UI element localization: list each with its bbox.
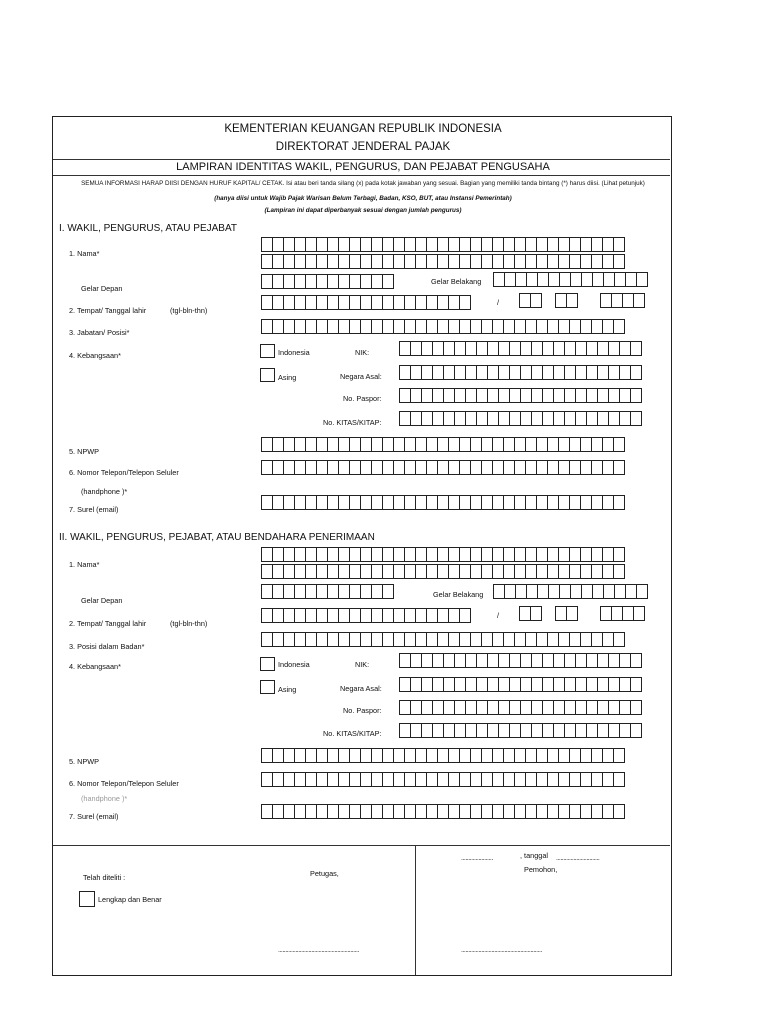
char-box[interactable] xyxy=(566,293,578,308)
char-box[interactable] xyxy=(613,495,625,510)
char-box[interactable] xyxy=(613,547,625,562)
s2-slash: / xyxy=(497,611,500,620)
copy-note: (Lampiran ini dapat diperbanyak sesuai dengan jumlah pengurus) xyxy=(264,207,462,214)
s1-tempat-grid[interactable] xyxy=(261,295,470,310)
char-box[interactable] xyxy=(613,437,625,452)
pemohon-signature-line[interactable]: ........................................................ xyxy=(461,947,542,954)
s1-indonesia-checkbox[interactable] xyxy=(260,344,275,358)
s1-npwp-grid[interactable] xyxy=(261,437,624,452)
s2-surel-label: 7. Surel (email) xyxy=(69,812,119,821)
s1-gelar-belakang-label: Gelar Belakang xyxy=(431,277,482,286)
char-box[interactable] xyxy=(630,411,642,426)
char-box[interactable] xyxy=(613,564,625,579)
s1-slash: / xyxy=(497,298,500,307)
s2-telepon-label: 6. Nomor Telepon/Telepon Seluler xyxy=(69,779,179,788)
title-divider xyxy=(53,175,670,176)
s2-nama-grid-1[interactable] xyxy=(261,547,624,562)
s2-tempat-grid[interactable] xyxy=(261,608,470,623)
telah-diteliti-label: Telah diteliti : xyxy=(83,873,126,882)
s2-thn-grid[interactable] xyxy=(600,606,644,621)
form-title: LAMPIRAN IDENTITAS WAKIL, PENGURUS, DAN PEJABAT PENGUSAHA xyxy=(176,161,550,173)
s1-jabatan-label: 3. Jabatan/ Posisi* xyxy=(69,328,130,337)
char-box[interactable] xyxy=(530,606,542,621)
s2-negara-grid[interactable] xyxy=(399,677,641,692)
s1-surel-grid[interactable] xyxy=(261,495,624,510)
s2-indonesia-checkbox[interactable] xyxy=(260,657,275,671)
s1-tgl-grid[interactable] xyxy=(519,293,541,308)
s1-telepon-grid[interactable] xyxy=(261,460,624,475)
ministry-title: KEMENTERIAN KEUANGAN REPUBLIK INDONESIA xyxy=(224,123,502,135)
s2-tempat-label: 2. Tempat/ Tanggal lahir xyxy=(69,619,147,628)
lengkap-checkbox[interactable] xyxy=(79,891,95,907)
s1-nama-grid-2[interactable] xyxy=(261,254,624,269)
s2-npwp-label: 5. NPWP xyxy=(69,757,100,766)
s1-negara-label: Negara Asal: xyxy=(340,372,382,381)
s1-nama-label: 1. Nama* xyxy=(69,249,100,258)
s1-jabatan-grid[interactable] xyxy=(261,319,624,334)
s1-gelar-belakang-grid[interactable] xyxy=(493,272,647,287)
s2-negara-label: Negara Asal: xyxy=(340,684,382,693)
section-1-title: I. WAKIL, PENGURUS, ATAU PEJABAT xyxy=(59,223,237,234)
s1-surel-label: 7. Surel (email) xyxy=(69,505,119,514)
footer-divider xyxy=(53,845,670,846)
char-box[interactable] xyxy=(630,653,642,668)
s2-gelar-belakang-grid[interactable] xyxy=(493,584,647,599)
s2-npwp-grid[interactable] xyxy=(261,748,624,763)
s2-bln-grid[interactable] xyxy=(555,606,577,621)
footer-vertical-divider xyxy=(415,846,416,975)
s1-nik-label: NIK: xyxy=(355,348,370,357)
s2-posisi-grid[interactable] xyxy=(261,632,624,647)
s2-paspor-label: No. Paspor: xyxy=(343,706,382,715)
s2-surel-grid[interactable] xyxy=(261,804,624,819)
char-box[interactable] xyxy=(613,460,625,475)
s1-telepon-label: 6. Nomor Telepon/Telepon Seluler xyxy=(69,468,179,477)
s1-npwp-label: 5. NPWP xyxy=(69,447,100,456)
header-divider xyxy=(53,159,670,160)
s2-handphone-label: (handphone )* xyxy=(81,794,128,803)
petugas-label: Petugas, xyxy=(310,869,339,878)
s1-asing-label: Asing xyxy=(278,373,297,382)
s2-nama-grid-2[interactable] xyxy=(261,564,624,579)
char-box[interactable] xyxy=(630,723,642,738)
place-line[interactable]: ...................... xyxy=(461,855,493,862)
s2-nik-label: NIK: xyxy=(355,660,370,669)
s1-kitas-label: No. KITAS/KITAP: xyxy=(323,418,382,427)
char-box[interactable] xyxy=(636,272,648,287)
char-box[interactable] xyxy=(630,700,642,715)
s1-tempat-label: 2. Tempat/ Tanggal lahir xyxy=(69,306,147,315)
s2-paspor-grid[interactable] xyxy=(399,700,641,715)
s2-nik-grid[interactable] xyxy=(399,653,641,668)
s2-nama-label: 1. Nama* xyxy=(69,560,100,569)
s2-asing-label: Asing xyxy=(278,685,297,694)
char-box[interactable] xyxy=(613,632,625,647)
instruction-note: SEMUA INFORMASI HARAP DIISI DENGAN HURUF KAPITAL/ CETAK. Isi atau beri tanda silang (x) pada kotak jawaban yang sesuai. Bagian yang memiliki tanda bintang (*) harus diisi. (Lihat petunjuk) xyxy=(81,180,645,187)
section-2-title: II. WAKIL, PENGURUS, PEJABAT, ATAU BENDAHARA PENERIMAAN xyxy=(59,532,375,543)
s2-gelar-depan-grid[interactable] xyxy=(261,584,393,599)
s1-indonesia-label: Indonesia xyxy=(278,348,310,357)
lengkap-label: Lengkap dan Benar xyxy=(98,895,162,904)
s2-date-format: (tgl-bln-thn) xyxy=(170,619,208,628)
char-box[interactable] xyxy=(633,606,645,621)
char-box[interactable] xyxy=(459,608,471,623)
s1-kitas-grid[interactable] xyxy=(399,411,641,426)
char-box[interactable] xyxy=(630,365,642,380)
char-box[interactable] xyxy=(613,748,625,763)
char-box[interactable] xyxy=(636,584,648,599)
scope-note: (hanya diisi untuk Wajib Pajak Warisan Belum Terbagi, Badan, KSO, BUT, atau Instansi Pemerintah) xyxy=(214,195,512,202)
s2-telepon-grid[interactable] xyxy=(261,772,624,787)
s1-asing-checkbox[interactable] xyxy=(260,368,275,382)
char-box[interactable] xyxy=(382,584,394,599)
s1-nama-grid-1[interactable] xyxy=(261,237,624,252)
char-box[interactable] xyxy=(613,804,625,819)
char-box[interactable] xyxy=(613,772,625,787)
s1-date-format: (tgl-bln-thn) xyxy=(170,306,208,315)
s2-gelar-belakang-label: Gelar Belakang xyxy=(433,590,484,599)
char-box[interactable] xyxy=(613,319,625,334)
petugas-signature-line[interactable]: ........................................................ xyxy=(278,947,359,954)
s2-kebangsaan-label: 4. Kebangsaan* xyxy=(69,662,121,671)
char-box[interactable] xyxy=(566,606,578,621)
pemohon-label: Pemohon, xyxy=(524,865,558,874)
s1-thn-grid[interactable] xyxy=(600,293,644,308)
s1-handphone-label: (handphone )* xyxy=(81,487,128,496)
s2-indonesia-label: Indonesia xyxy=(278,660,310,669)
char-box[interactable] xyxy=(382,274,394,289)
tanggal-label: , tanggal xyxy=(520,851,548,860)
s1-bln-grid[interactable] xyxy=(555,293,577,308)
char-box[interactable] xyxy=(530,293,542,308)
char-box[interactable] xyxy=(630,388,642,403)
tax-form xyxy=(52,116,672,976)
char-box[interactable] xyxy=(630,677,642,692)
s2-posisi-label: 3. Posisi dalam Badan* xyxy=(69,642,145,651)
char-box[interactable] xyxy=(633,293,645,308)
char-box[interactable] xyxy=(630,341,642,356)
s2-kitas-grid[interactable] xyxy=(399,723,641,738)
s2-tgl-grid[interactable] xyxy=(519,606,541,621)
char-box[interactable] xyxy=(459,295,471,310)
s2-kitas-label: No. KITAS/KITAP: xyxy=(323,729,382,738)
s1-paspor-label: No. Paspor: xyxy=(343,394,382,403)
s1-kebangsaan-label: 4. Kebangsaan* xyxy=(69,351,121,360)
date-line[interactable]: .............................. xyxy=(556,855,600,862)
char-box[interactable] xyxy=(613,237,625,252)
s1-gelar-depan-label: Gelar Depan xyxy=(81,284,123,293)
s1-negara-grid[interactable] xyxy=(399,365,641,380)
s1-gelar-depan-grid[interactable] xyxy=(261,274,393,289)
s2-gelar-depan-label: Gelar Depan xyxy=(81,596,123,605)
directorate-title: DIREKTORAT JENDERAL PAJAK xyxy=(275,141,451,153)
s2-asing-checkbox[interactable] xyxy=(260,680,275,694)
char-box[interactable] xyxy=(613,254,625,269)
s1-nik-grid[interactable] xyxy=(399,341,641,356)
s1-paspor-grid[interactable] xyxy=(399,388,641,403)
